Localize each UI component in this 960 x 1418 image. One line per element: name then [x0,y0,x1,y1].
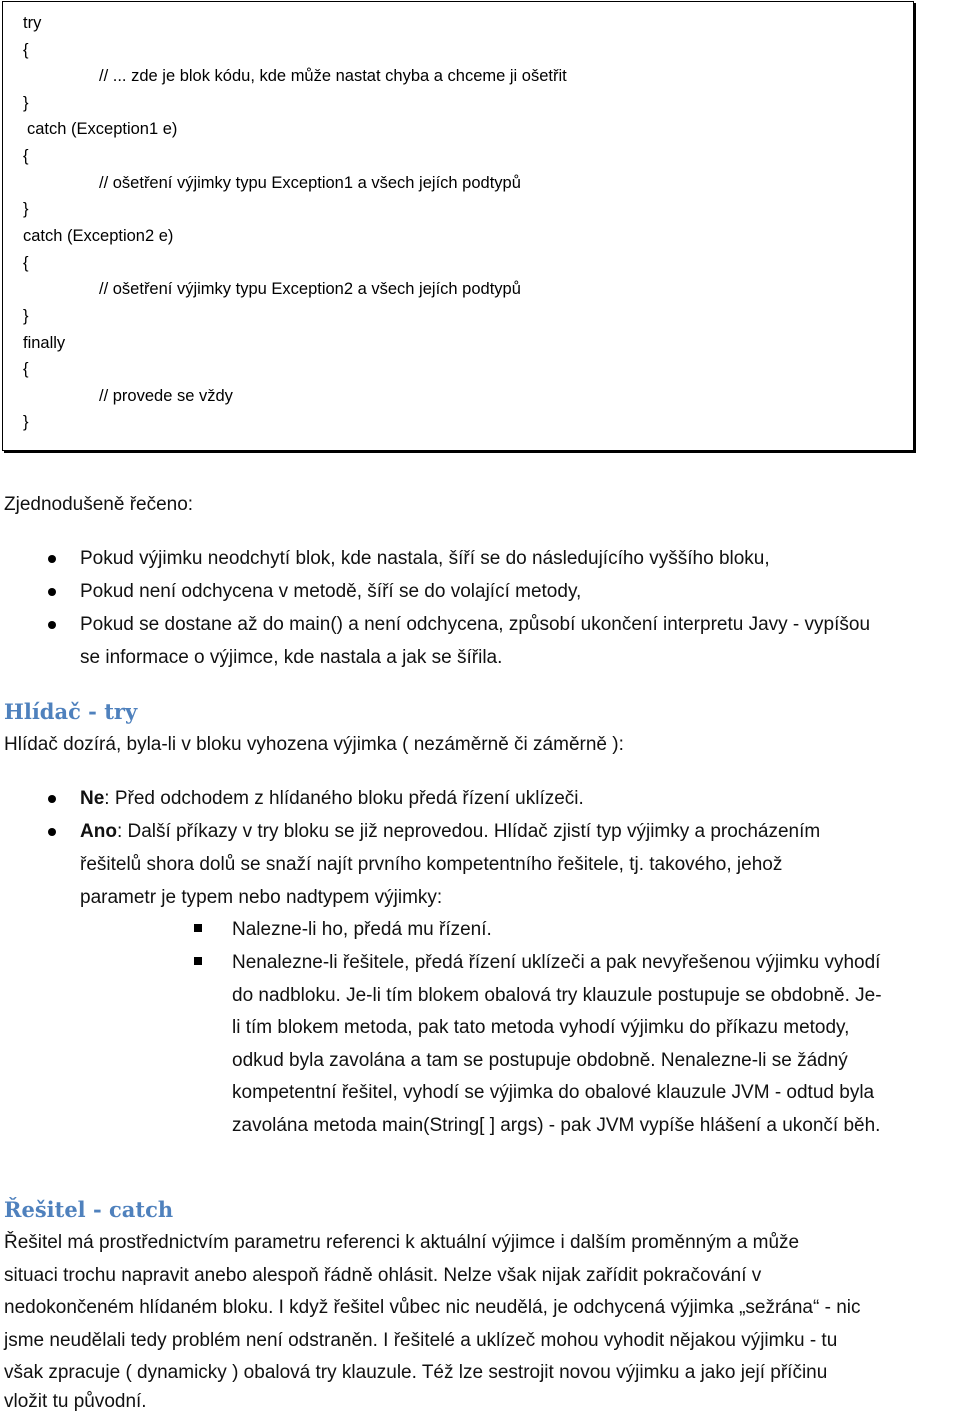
code-line: } [23,94,29,112]
summary-bullet-1: Pokud výjimku neodchytí blok, kde nastala, šíří se do následujícího vyššího bloku, [80,548,770,569]
guard-no-item [80,782,584,815]
code-line: try [23,14,42,32]
bullet-dot-icon [48,555,56,563]
guard-sub-1: Nalezne-li ho, předá mu řízení. [232,919,492,940]
summary-intro: Zjednodušeně řečeno: [4,494,194,515]
code-comment: // ošetření výjimky typu Exception1 a všech jejích podtypů [99,174,521,192]
guard-sub-2-line-3: li tím blokem metoda, pak tato metoda vyhodí výjimku do příkazu metody, [232,1017,850,1038]
solver-line-2: situaci trochu napravit anebo alespoň řádně ohlásit. Nelze však nijak zařídit pokračování v [4,1265,762,1286]
solver-line-5: však zpracuje ( dynamicky ) obalová try klauzule. Též lze sestrojit novou výjimku a jako její příčinu [4,1362,828,1383]
guard-intro: Hlídač dozírá, byla-li v bloku vyhozena výjimka ( nezáměrně či záměrně ): [4,734,624,755]
code-line: { [23,360,29,378]
summary-bullet-2: Pokud není odchycena v metodě, šíří se do volající metody, [80,581,582,602]
guard-yes-item [80,815,820,848]
bullet-dot-icon [48,795,56,803]
solver-line-4: jsme neudělali tedy problém není odstraněn. I řešitelé a uklízeč mohou vyhodit nějakou výjimku - tu [4,1330,838,1351]
code-comment: // ... zde je blok kódu, kde může nastat chyba a chceme ji ošetřit [99,67,567,85]
square-bullet-icon [194,957,202,965]
guard-yes-line-2: řešitelů shora dolů se snaží najít prvního kompetentního řešitele, tj. takového, jehož [80,854,783,875]
guard-yes-line-3: parametr je typem nebo nadtypem výjimky: [80,887,443,908]
guard-sub-2-line-5: kompetentní řešitel, vyhodí se výjimka do obalové klauzule JVM - odtud byla [232,1082,875,1103]
code-comment: // ošetření výjimky typu Exception2 a všech jejích podtypů [99,280,521,298]
code-line: catch (Exception2 e) [23,227,174,245]
code-block [2,1,914,451]
summary-bullet-3-line-1: Pokud se dostane až do main() a není odchycena, způsobí ukončení interpretu Javy - vypíšou [80,614,871,635]
code-line: finally [23,334,66,352]
solver-line-1: Řešitel má prostřednictvím parametru referenci k aktuální výjimce i dalším proměnným a může [4,1232,800,1253]
code-line: } [23,307,29,325]
guard-sub-2-line-1: Nenalezne-li řešitele, předá řízení uklízeči a pak nevyřešenou výjimku vyhodí [232,952,881,973]
code-line: } [23,413,29,431]
guard-heading: Hlídač - try [4,699,138,724]
solver-heading: Řešitel - catch [4,1197,174,1222]
guard-no-text: : Před odchodem z hlídaného bloku předá řízení uklízeči. [104,788,584,809]
bullet-dot-icon [48,828,56,836]
summary-bullet-3-line-2: se informace o výjimce, kde nastala a jak se šířila. [80,647,503,668]
guard-sub-2-line-2: do nadbloku. Je-li tím blokem obalová try klauzule postupuje se obdobně. Je- [232,985,882,1006]
guard-yes-text: : Další příkazy v try bloku se již neprovedou. Hlídač zjistí typ výjimky a procházením [116,821,821,842]
code-line: } [23,200,29,218]
guard-yes-label: Ano [80,821,117,842]
code-line: { [23,147,29,165]
guard-sub-2-line-4: odkud byla zavolána a tam se postupuje obdobně. Nenalezne-li se žádný [232,1050,848,1071]
code-comment: // provede se vždy [99,387,233,405]
guard-no-label: Ne [80,788,105,809]
code-line: { [23,41,29,59]
solver-line-6: vložit tu původní. [4,1391,147,1412]
code-line: { [23,254,29,272]
bullet-dot-icon [48,588,56,596]
guard-sub-2-line-6: zavolána metoda main(String[ ] args) - pak JVM vypíše hlášení a ukončí běh. [232,1115,881,1136]
bullet-dot-icon [48,621,56,629]
code-line: catch (Exception1 e) [27,120,178,138]
solver-line-3: nedokončeném hlídaném bloku. I když řešitel vůbec nic neudělá, je odchycená výjimka „sežrána“ - nic [4,1297,861,1318]
square-bullet-icon [194,924,202,932]
